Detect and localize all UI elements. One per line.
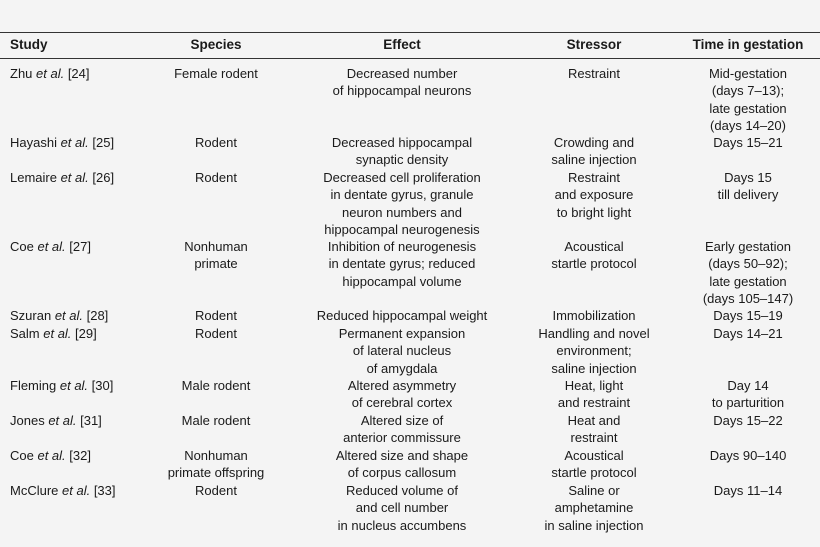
effect-line: Altered asymmetry — [347, 378, 457, 393]
time-cell — [676, 482, 820, 499]
species-line: Rodent — [195, 170, 237, 185]
stressor-line: Heat and — [567, 413, 621, 428]
stressor-line: Acoustical — [564, 239, 624, 254]
stressor-line: saline injection — [551, 360, 637, 376]
stressor-line: Restraint — [567, 170, 621, 185]
study-etal: et al. — [37, 448, 66, 463]
effect-cell — [282, 377, 522, 412]
study-author: Jones — [10, 413, 49, 428]
effect-cell — [282, 325, 522, 377]
stressor-line: Immobilization — [552, 308, 636, 323]
stressor-line: amphetamine — [554, 500, 634, 516]
study-ref: [27] — [65, 239, 91, 254]
effect-line: of cerebral cortex — [351, 395, 453, 411]
effect-line: Altered size and shape — [335, 448, 469, 463]
stressor-line: Saline or — [568, 483, 620, 498]
study-ref: [24] — [64, 66, 90, 81]
effect-cell — [282, 238, 522, 290]
time-cell — [676, 377, 820, 412]
time-cell — [676, 307, 820, 324]
study-cell — [10, 377, 113, 394]
species-line: primate offspring — [167, 465, 265, 481]
stressor-line: and restraint — [557, 395, 631, 411]
species-cell — [157, 412, 275, 429]
study-ref: [33] — [90, 483, 116, 498]
stressor-line: Restraint — [567, 66, 621, 81]
effect-line: synaptic density — [355, 152, 449, 168]
effect-line: Inhibition of neurogenesis — [327, 239, 477, 254]
stressor-line: and exposure — [554, 187, 634, 203]
effect-line: in nucleus accumbens — [337, 517, 467, 533]
time-line: Early gestation — [705, 239, 791, 254]
time-cell — [676, 134, 820, 151]
effect-line: of lateral nucleus — [352, 343, 452, 359]
study-etal: et al. — [48, 413, 77, 428]
time-line: Days 15 — [724, 170, 772, 185]
time-line: late gestation — [709, 100, 787, 116]
header-species: Species — [190, 37, 242, 52]
effect-line: Altered size of — [360, 413, 444, 428]
study-author: Coe — [10, 239, 38, 254]
species-cell — [157, 482, 275, 499]
study-author: Szuran — [10, 308, 55, 323]
stressor-line: environment; — [556, 343, 632, 359]
study-etal: et al. — [60, 135, 89, 150]
study-author: Salm — [10, 326, 44, 341]
time-line: Days 15–21 — [713, 135, 783, 150]
study-etal: et al. — [60, 170, 89, 185]
study-ref: [29] — [71, 326, 97, 341]
species-cell — [157, 447, 275, 482]
study-ref: [28] — [83, 308, 109, 323]
study-author: Fleming — [10, 378, 60, 393]
stressor-cell — [514, 169, 674, 221]
header-stressor: Stressor — [566, 37, 622, 52]
study-cell — [10, 325, 97, 342]
effect-line: neuron numbers and — [342, 204, 462, 220]
time-line: Days 14–21 — [713, 326, 783, 341]
study-cell — [10, 447, 91, 464]
stressor-cell — [514, 238, 674, 273]
species-cell — [157, 325, 275, 342]
study-ref: [32] — [65, 448, 91, 463]
species-line: Rodent — [195, 483, 237, 498]
stressor-cell — [514, 65, 674, 82]
species-line: Rodent — [195, 308, 237, 323]
time-line: Days 15–22 — [713, 413, 783, 428]
header-time: Time in gestation — [692, 37, 804, 52]
species-cell — [157, 307, 275, 324]
time-cell — [676, 238, 820, 307]
study-ref: [31] — [76, 413, 102, 428]
species-cell — [157, 238, 275, 273]
study-etal: et al. — [43, 326, 72, 341]
stressor-line: saline injection — [551, 152, 637, 168]
study-cell — [10, 482, 116, 499]
time-line: (days 50–92); — [708, 256, 788, 272]
stressor-cell — [514, 377, 674, 412]
stressor-cell — [514, 482, 674, 534]
study-author: Lemaire — [10, 170, 61, 185]
time-line: Days 15–19 — [713, 308, 783, 323]
study-ref: [25] — [88, 135, 115, 150]
time-line: (days 14–20) — [710, 117, 786, 133]
effect-line: Reduced hippocampal weight — [316, 308, 488, 323]
stressor-line: restraint — [570, 430, 618, 446]
effect-line: of amygdala — [366, 360, 438, 376]
species-line: Rodent — [195, 326, 237, 341]
species-cell — [157, 134, 275, 151]
header-study: Study — [10, 37, 48, 52]
stressor-line: Crowding and — [553, 135, 635, 150]
time-line: Day 14 — [727, 378, 769, 393]
stressor-cell — [514, 325, 674, 377]
stressor-line: startle protocol — [551, 465, 637, 481]
effect-line: and cell number — [355, 500, 449, 516]
study-etal: et al. — [62, 483, 91, 498]
effect-cell — [282, 482, 522, 534]
study-etal: et al. — [59, 378, 89, 393]
species-line: Male rodent — [181, 378, 251, 393]
time-line: to parturition — [711, 395, 785, 411]
time-cell — [676, 325, 820, 342]
effect-line: of corpus callosum — [347, 465, 457, 481]
study-cell — [10, 412, 102, 429]
time-line: Mid-gestation — [708, 66, 788, 81]
time-cell — [676, 65, 820, 134]
time-line: late gestation — [709, 273, 787, 289]
effect-cell — [282, 447, 522, 482]
time-cell — [676, 447, 820, 464]
study-cell — [10, 169, 114, 186]
header-bottom-rule — [0, 58, 820, 59]
header-effect: Effect — [383, 37, 421, 52]
study-ref: [26] — [88, 170, 115, 185]
table-top-rule — [0, 32, 820, 33]
species-cell — [157, 65, 275, 82]
stressor-line: Handling and novel — [538, 326, 650, 341]
study-cell — [10, 238, 91, 255]
time-line: Days 11–14 — [713, 483, 783, 498]
stressor-line: Acoustical — [564, 448, 624, 463]
effect-line: hippocampal volume — [342, 273, 462, 289]
study-author: McClure — [10, 483, 63, 498]
study-etal: et al. — [54, 308, 83, 323]
study-author: Zhu — [10, 66, 37, 81]
study-ref: [30] — [88, 378, 114, 393]
stressor-cell — [514, 412, 674, 447]
effect-line: anterior commissure — [343, 430, 461, 446]
study-author: Hayashi — [10, 135, 61, 150]
species-line: Rodent — [195, 135, 237, 150]
effect-line: Decreased number — [346, 66, 458, 81]
effect-cell — [282, 65, 522, 100]
effect-cell — [282, 412, 522, 447]
study-etal: et al. — [36, 66, 65, 81]
species-line: Female rodent — [174, 66, 258, 81]
effect-line: in dentate gyrus; reduced — [328, 256, 476, 272]
time-line: (days 105–147) — [702, 290, 794, 306]
time-line: (days 7–13); — [711, 83, 785, 99]
stressor-line: in saline injection — [544, 517, 644, 533]
stressor-cell — [514, 447, 674, 482]
study-etal: et al. — [37, 239, 66, 254]
species-cell — [157, 169, 275, 186]
study-author: Coe — [10, 448, 38, 463]
study-cell — [10, 307, 108, 324]
time-line: Days 90–140 — [709, 448, 787, 463]
effect-line: Reduced volume of — [345, 483, 458, 498]
stressor-line: to bright light — [556, 204, 632, 220]
effect-line: hippocampal neurogenesis — [324, 221, 480, 237]
study-cell — [10, 134, 114, 151]
species-line: Male rodent — [181, 413, 251, 428]
time-line: till delivery — [717, 187, 779, 203]
effect-cell — [282, 134, 522, 169]
stressor-line: startle protocol — [551, 256, 637, 272]
species-line: Nonhuman — [184, 448, 248, 463]
effect-line: Decreased hippocampal — [331, 135, 473, 150]
effect-line: of hippocampal neurons — [332, 83, 472, 99]
effect-cell — [282, 169, 522, 238]
time-cell — [676, 169, 820, 204]
effect-line: Decreased cell proliferation — [323, 170, 481, 185]
stressor-line: Heat, light — [564, 378, 624, 393]
stressor-cell — [514, 134, 674, 169]
species-line: Nonhuman — [184, 239, 248, 254]
species-line: primate — [194, 256, 238, 272]
effect-line: Permanent expansion — [338, 326, 466, 341]
study-cell — [10, 65, 90, 82]
stressor-cell — [514, 307, 674, 324]
time-cell — [676, 412, 820, 429]
species-cell — [157, 377, 275, 394]
effect-line: in dentate gyrus, granule — [330, 187, 474, 203]
effect-cell — [282, 307, 522, 324]
